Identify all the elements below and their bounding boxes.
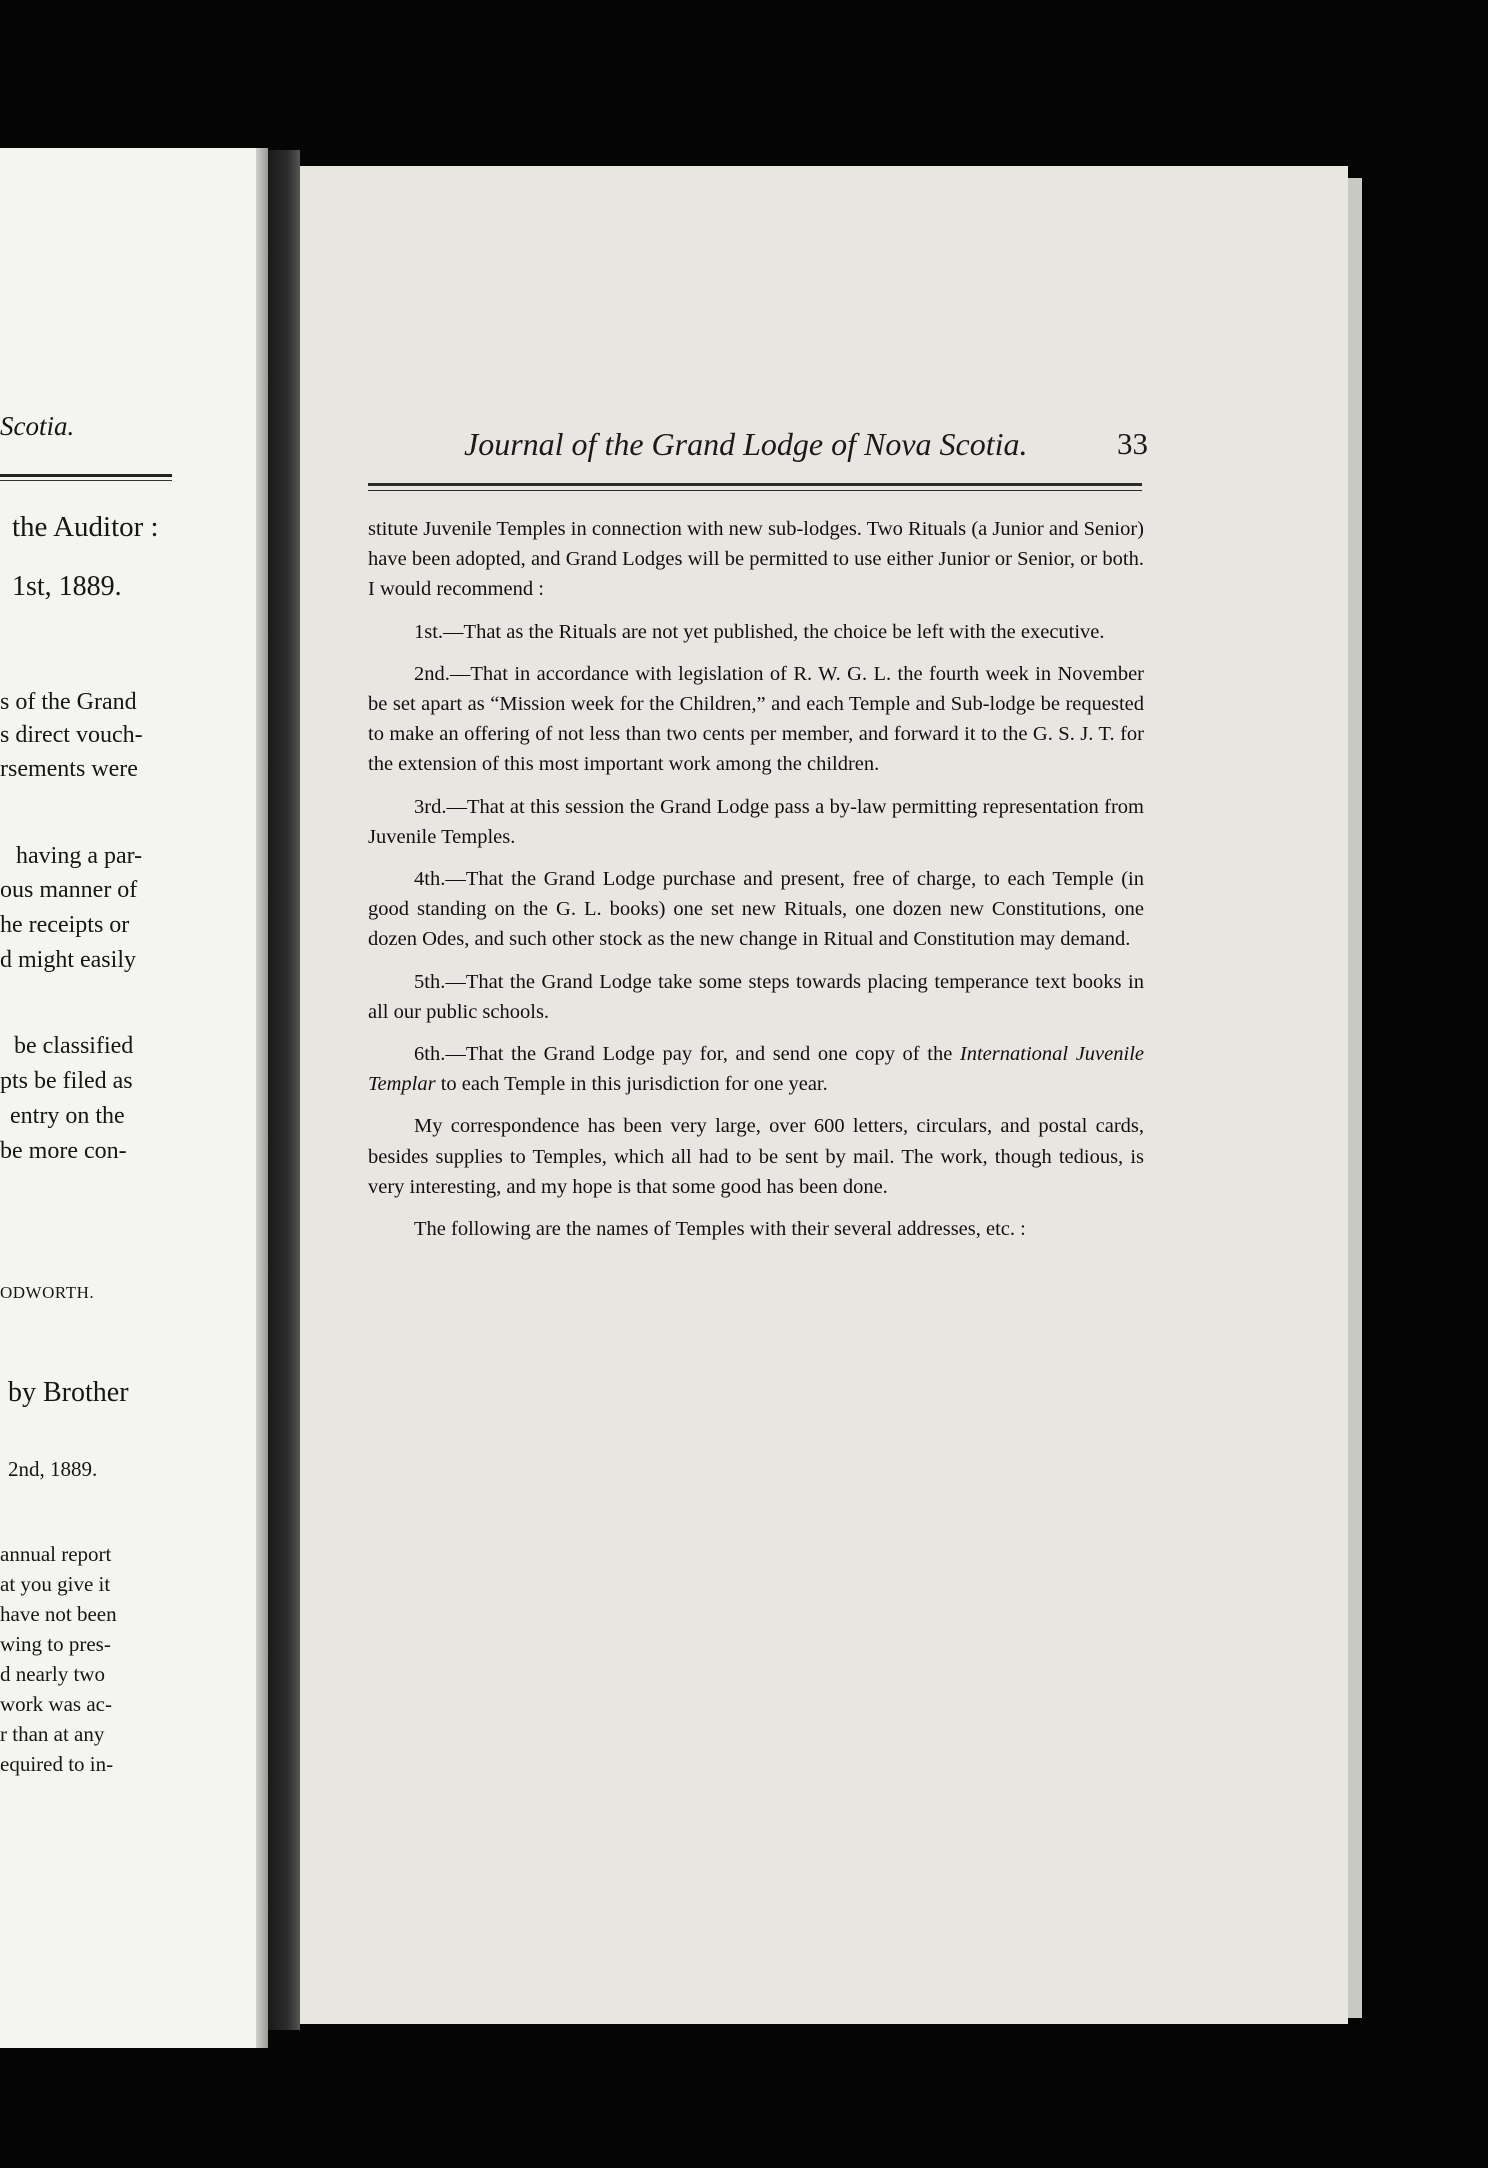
page-edge — [1348, 178, 1362, 2018]
left-head-rule — [0, 474, 172, 477]
left-line: ous manner of — [0, 877, 138, 903]
book-gutter — [268, 150, 300, 2030]
recommendation-6-text-end: to each Temple in this jurisdiction for one year. — [435, 1073, 828, 1096]
left-line: be more con- — [0, 1138, 127, 1164]
left-line: having a par- — [16, 843, 143, 869]
left-line: 2nd, 1889. — [8, 1457, 98, 1481]
left-line: rsements were — [0, 756, 138, 782]
paragraph-recommendation-1: 1st.—That as the Rituals are not yet published, the choice be left with the executive. — [414, 620, 1105, 643]
left-line: d nearly two — [0, 1662, 105, 1686]
head-rule-thick — [368, 483, 1142, 486]
left-line: s of the Grand — [0, 689, 137, 715]
running-head: Journal of the Grand Lodge of Nova Scotia. — [464, 426, 1028, 462]
paragraph-recommendation-2: 2nd.—That in accordance with legislation of R. W. G. L. the fourth week in November be set apart as “Mission week for the Children,” and each Temple and Sub-lodge be requested to make an offering of not less than two cents per member, and forward it to the G. S. J. T. for the extension of this most important work among the children. — [368, 662, 1144, 776]
left-line: r than at any — [0, 1722, 105, 1746]
paragraph-correspondence: My correspondence has been very large, over 600 letters, circulars, and postal cards, besides supplies to Temples, which all had to be sent by mail. The work, though tedious, is very interesting, and my hope is that some good has been done. — [368, 1115, 1144, 1198]
left-line: by Brother — [8, 1377, 129, 1408]
left-line: have not been — [0, 1602, 117, 1626]
paragraph-recommendation-4: 4th.—That the Grand Lodge purchase and present, free of charge, to each Temple (in good standing on the G. L. books) one set new Rituals, one dozen new Constitutions, one dozen Odes, and such other stock as the new change in Ritual and Constitution may demand. — [368, 868, 1144, 951]
left-line: wing to pres- — [0, 1632, 111, 1656]
left-line: ODWORTH. — [0, 1283, 95, 1302]
recommendation-6-text: 6th.—That the Grand Lodge pay for, and send one copy of the — [414, 1043, 960, 1066]
left-line: equired to in- — [0, 1752, 114, 1776]
left-line: the Auditor : — [12, 511, 159, 543]
left-running-head: Scotia. — [0, 411, 75, 441]
body-text — [368, 514, 1144, 1256]
paragraph-recommendation-6 — [368, 1039, 1144, 1099]
paragraph-recommendation-5: 5th.—That the Grand Lodge take some steps towards placing temperance text books in all our public schools. — [368, 970, 1144, 1023]
left-line: 1st, 1889. — [12, 571, 122, 602]
left-page-binding-shadow — [256, 148, 268, 2048]
left-line: annual report — [0, 1542, 112, 1566]
paragraph-recommendation-3: 3rd.—That at this session the Grand Lodge pass a by-law permitting representation from Juvenile Temples. — [368, 795, 1144, 848]
paragraph-temples-intro: The following are the names of Temples with their several addresses, etc. : — [414, 1218, 1026, 1241]
left-line: he receipts or — [0, 912, 130, 938]
left-line: s direct vouch- — [0, 722, 143, 748]
left-head-rule-thin — [0, 480, 172, 481]
left-line: d might easily — [0, 947, 136, 973]
left-line: pts be filed as — [0, 1068, 133, 1094]
page-number: 33 — [1117, 426, 1148, 461]
publication-title: International Juvenile Templar — [368, 1043, 1144, 1096]
left-line: be classified — [14, 1033, 134, 1059]
left-line: work was ac- — [0, 1692, 112, 1716]
paragraph-continuation: stitute Juvenile Temples in connection with new sub-lodges. Two Rituals (a Junior and Senior) have been adopted, and Grand Lodges will be permitted to use either Junior or Senior, or both. I would recommend : — [368, 518, 1144, 601]
left-line: entry on the — [10, 1103, 125, 1129]
head-rule-thin — [368, 490, 1142, 491]
left-line: at you give it — [0, 1572, 111, 1596]
